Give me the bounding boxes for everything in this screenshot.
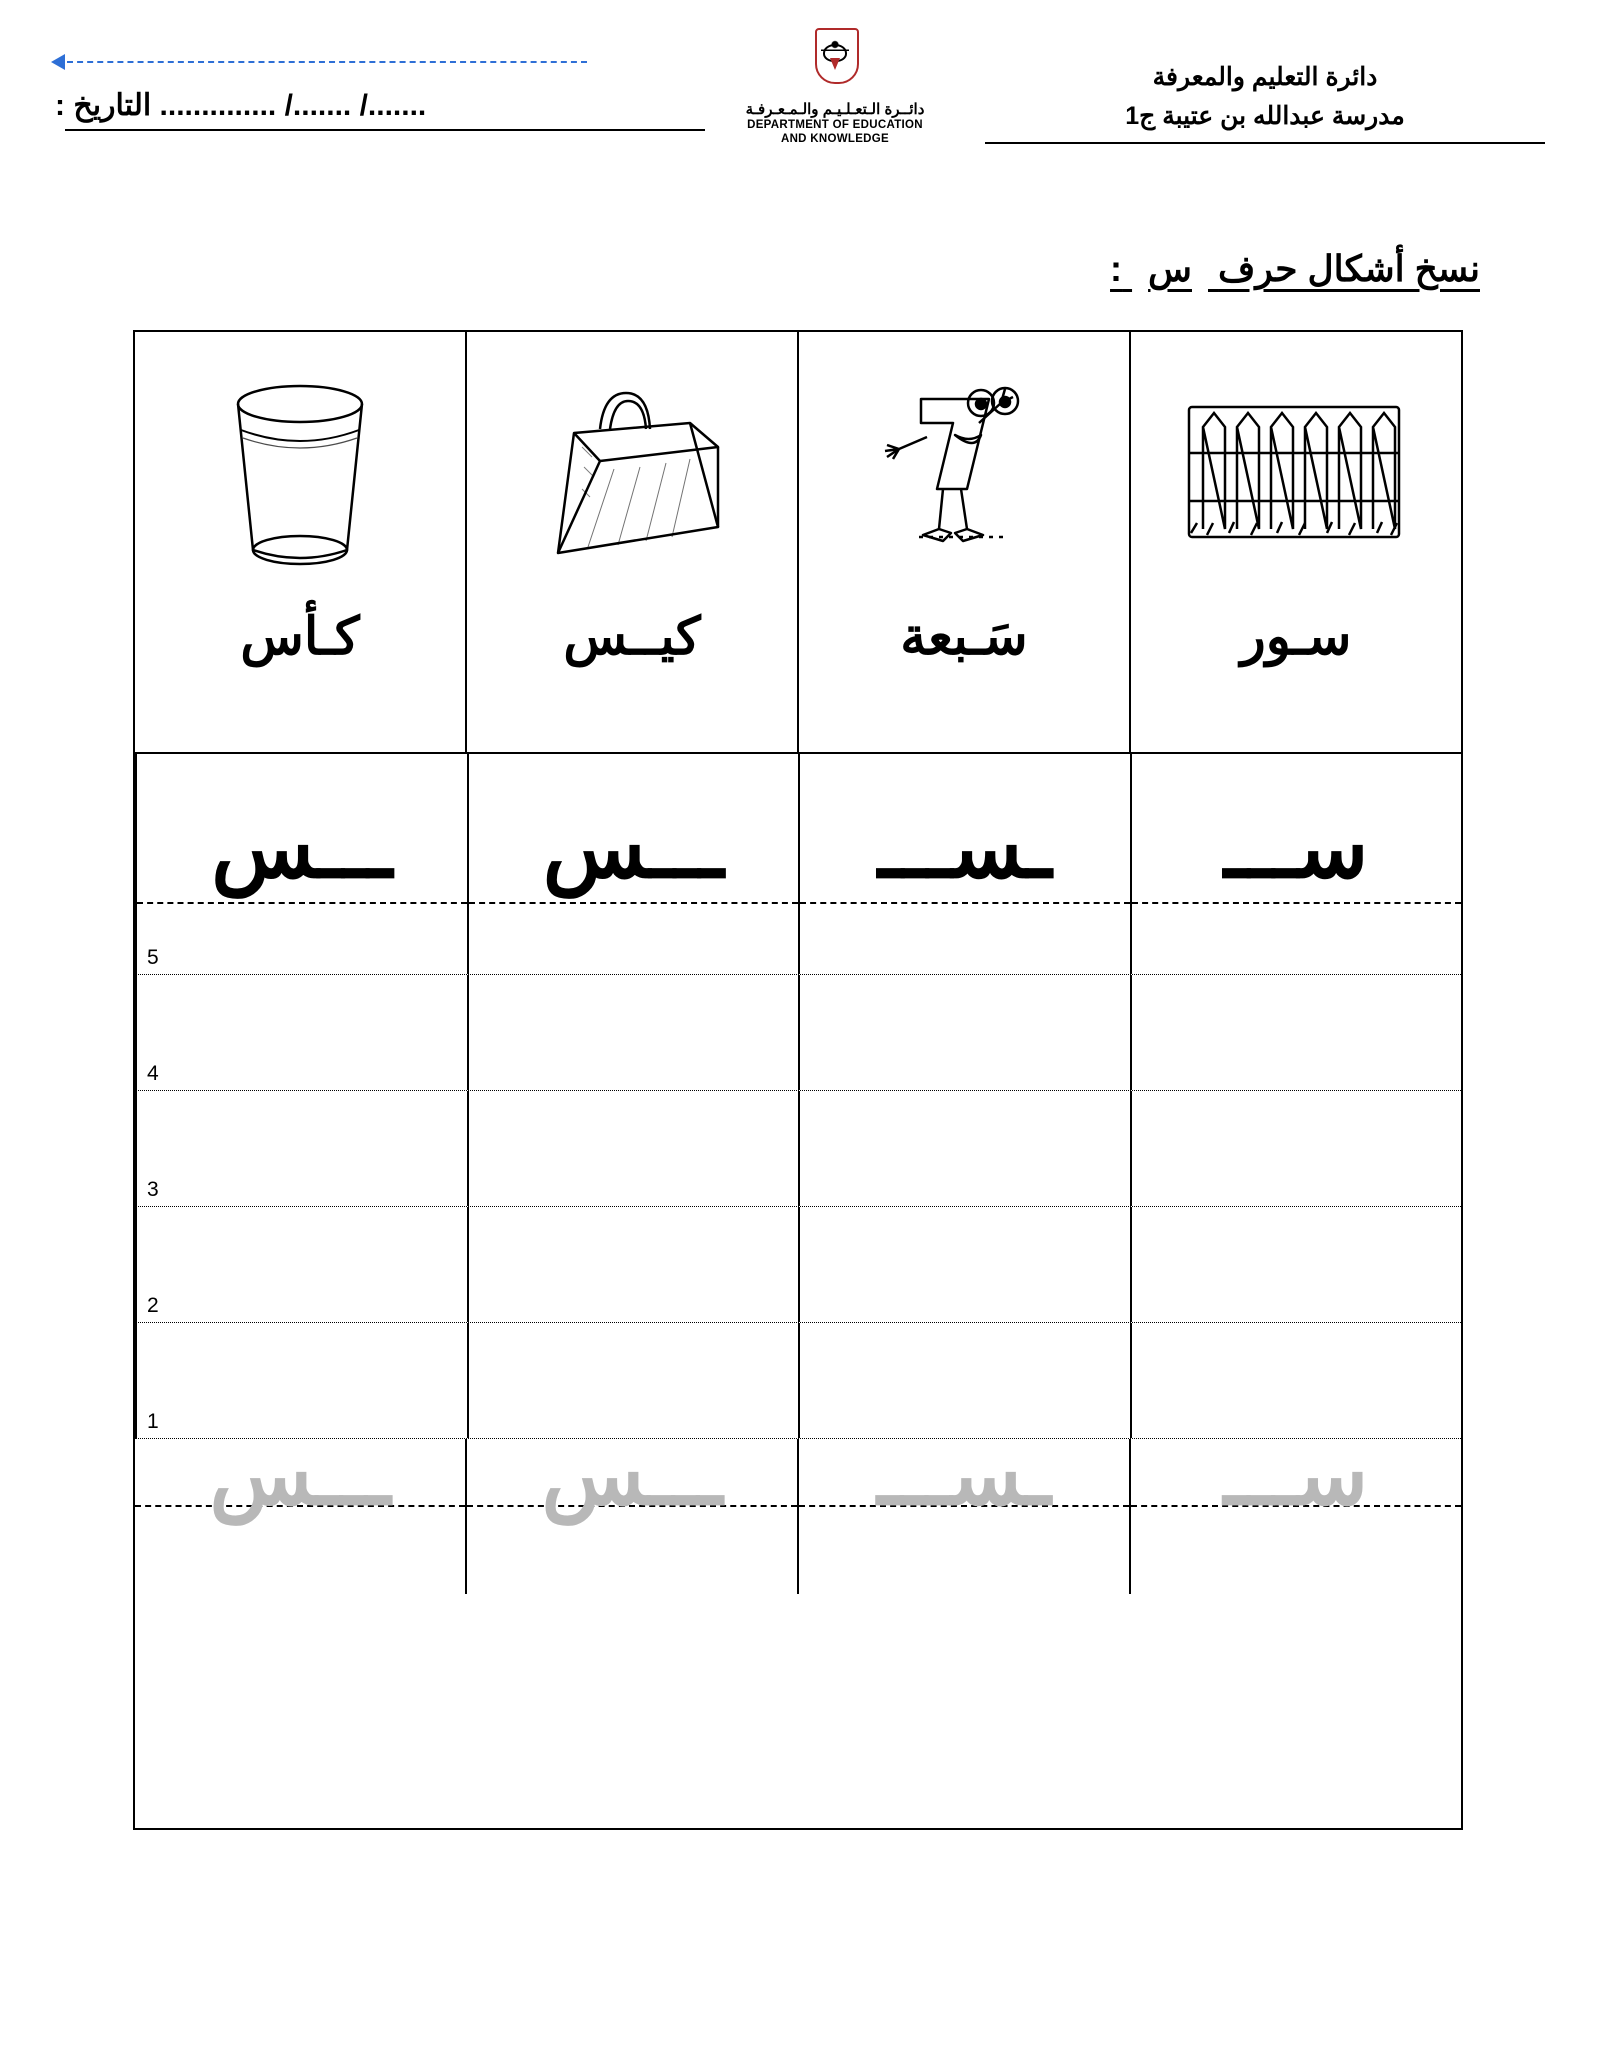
left-arrow-icon xyxy=(45,50,705,74)
practice-row[interactable] xyxy=(135,1207,1461,1323)
column-glass xyxy=(135,332,465,752)
falcon-crest-icon xyxy=(807,28,863,96)
date-label: التاريخ : xyxy=(55,89,152,122)
department-logo-text-ar: دائــرة الـتعـلـيـم والـمـعـرفـة xyxy=(745,101,925,118)
practice-row[interactable] xyxy=(135,1323,1461,1439)
ghost-cell[interactable] xyxy=(465,1428,797,1594)
practice-cell[interactable] xyxy=(798,1091,1130,1206)
date-block xyxy=(45,50,705,131)
drinking-glass-drawing xyxy=(135,332,465,607)
school-name: مدرسة عبدالله بن عتيبة ج1 xyxy=(1125,101,1405,130)
department-name-ar: دائرة التعليم والمعرفة xyxy=(1152,63,1378,91)
column-bag xyxy=(465,332,797,752)
department-logo-text-en-line1: DEPARTMENT OF EDUCATION xyxy=(747,119,923,131)
practice-cell[interactable] xyxy=(135,1207,467,1322)
picture-row xyxy=(135,332,1461,754)
ghost-trace-row[interactable] xyxy=(135,1428,1461,1594)
model-letter: ـســـ xyxy=(878,801,1052,895)
number-seven-cartoon xyxy=(799,332,1129,607)
header-left-rule xyxy=(65,129,705,131)
ghost-cell[interactable] xyxy=(1129,1428,1461,1594)
row-number: 3 xyxy=(147,1178,159,1201)
glass-icon xyxy=(205,372,395,582)
shopping-bag-icon xyxy=(522,377,742,577)
practice-cell[interactable] xyxy=(135,975,467,1090)
practice-cell[interactable] xyxy=(135,1091,467,1206)
school-identity-block xyxy=(985,58,1545,144)
practice-cell[interactable] xyxy=(1130,1323,1462,1438)
worksheet-table xyxy=(133,330,1463,1830)
practice-cell[interactable] xyxy=(135,1323,467,1438)
date-value: ......./ ......./ .............. xyxy=(159,89,427,122)
writing-baseline xyxy=(137,902,467,904)
model-cell[interactable] xyxy=(798,754,1130,974)
model-cell[interactable] xyxy=(135,754,467,974)
practice-cell[interactable] xyxy=(467,1323,799,1438)
page-title xyxy=(1110,248,1480,290)
column-seven xyxy=(797,332,1129,752)
row-number: 1 xyxy=(147,1410,159,1433)
row-number: 5 xyxy=(147,946,159,969)
model-letter: ســـ xyxy=(1224,801,1369,895)
page-header xyxy=(0,0,1600,210)
logo-block xyxy=(735,28,935,147)
practice-cell[interactable] xyxy=(798,975,1130,1090)
model-row xyxy=(135,754,1461,975)
practice-cell[interactable] xyxy=(798,1323,1130,1438)
title-prefix: نسخ أشكال حرف xyxy=(1218,248,1480,289)
practice-cell[interactable] xyxy=(467,1207,799,1322)
word-label: سَـبعة xyxy=(900,608,1028,666)
header-right-rule xyxy=(985,142,1545,144)
practice-row[interactable] xyxy=(135,975,1461,1091)
model-letter: ـــس xyxy=(542,801,724,895)
practice-cell[interactable] xyxy=(1130,1207,1462,1322)
fence-drawing xyxy=(1131,332,1461,607)
title-suffix: : xyxy=(1110,248,1123,289)
row-number: 2 xyxy=(147,1294,159,1317)
model-letter: ـــس xyxy=(211,801,393,895)
model-cell[interactable] xyxy=(1130,754,1462,974)
row-number: 4 xyxy=(147,1062,159,1085)
ghost-letter: ســـ xyxy=(1223,1428,1369,1522)
practice-cell[interactable] xyxy=(467,975,799,1090)
title-letter: س xyxy=(1148,248,1192,289)
shopping-bag-drawing xyxy=(467,332,797,607)
model-cell[interactable] xyxy=(467,754,799,974)
practice-row[interactable] xyxy=(135,1091,1461,1207)
writing-baseline xyxy=(800,902,1130,904)
word-label: سـور xyxy=(1240,608,1352,666)
practice-cell[interactable] xyxy=(798,1207,1130,1322)
practice-cell[interactable] xyxy=(1130,1091,1462,1206)
ghost-letter: ـــس xyxy=(541,1428,723,1522)
word-label: كـأس xyxy=(240,608,360,666)
practice-cell[interactable] xyxy=(1130,975,1462,1090)
practice-cell[interactable] xyxy=(467,1091,799,1206)
cartoon-seven-icon xyxy=(859,377,1069,577)
ghost-letter: ـســـ xyxy=(877,1428,1051,1522)
date-field[interactable] xyxy=(45,88,705,123)
writing-baseline xyxy=(1132,902,1462,904)
ghost-letter: ـــس xyxy=(209,1428,391,1522)
ghost-cell[interactable] xyxy=(797,1428,1129,1594)
column-fence xyxy=(1129,332,1461,752)
writing-baseline xyxy=(469,902,799,904)
word-label: كيــس xyxy=(563,608,701,666)
fence-icon xyxy=(1181,397,1411,557)
ghost-cell[interactable] xyxy=(135,1428,465,1594)
department-logo-text-en-line2: AND KNOWLEDGE xyxy=(780,133,890,146)
